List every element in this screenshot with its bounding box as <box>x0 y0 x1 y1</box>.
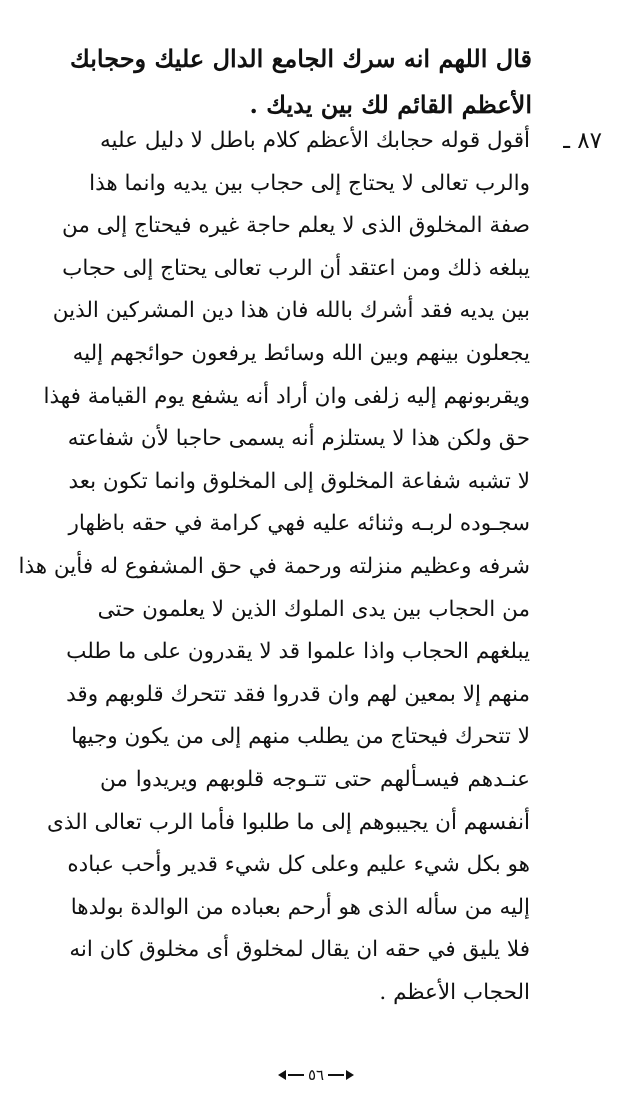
body-line: هو بكل شيء عليم وعلى كل شيء قدير وأحب عباده <box>67 852 530 878</box>
body-line: يجعلون بينهم وبين الله وسائط يرفعون حوائجهم إليه <box>72 340 530 366</box>
body-line: من الحجاب بين يدى الملوك الذين لا يعلمون حتى <box>97 596 530 622</box>
left-arrow-icon <box>278 1070 286 1080</box>
body-line: فلا يليق في حقه ان يقال لمخلوق أى مخلوق كان انه <box>69 937 530 963</box>
body-line: والرب تعالى لا يحتاج إلى حجاب بين يديه وانما هذا <box>89 170 530 196</box>
page-number-ornament <box>278 1066 354 1084</box>
body-line: يبلغه ذلك ومن اعتقد أن الرب تعالى يحتاج إلى حجاب <box>62 255 530 281</box>
page-footer <box>0 1065 632 1084</box>
body-line: صفة المخلوق الذى لا يعلم حاجة غيره فيحتاج إلى من <box>62 213 530 239</box>
heading-line: الأعظم القائم لك بين يديك . <box>249 90 532 119</box>
body-line: منهم إلا بمعين لهم وان قدروا فقد تتحرك قلوبهم وقد <box>66 681 530 707</box>
body-line: لا تشبه شفاعة المخلوق إلى المخلوق وانما تكون بعد <box>68 468 530 494</box>
dash-icon <box>288 1074 304 1076</box>
body-line: الحجاب الأعظم . <box>379 979 530 1005</box>
body-line: أقول قوله حجابك الأعظم كلام باطل لا دليل عليه <box>100 128 530 153</box>
body-line: أنفسهم أن يجيبوهم إلى ما طلبوا فأما الرب تعالى الذى <box>47 809 530 835</box>
quoted-heading <box>70 36 532 128</box>
dash-icon <box>328 1074 344 1076</box>
paragraph-body <box>18 120 530 1014</box>
heading-line: قال اللهم انه سرك الجامع الدال عليك وحجابك <box>70 44 532 73</box>
body-line: يبلغهم الحجاب واذا علموا قد لا يقدرون على ما طلب <box>66 639 530 665</box>
body-line: شرفه وعظيم منزلته ورحمة في حق المشفوع له فأين هذا <box>18 553 530 579</box>
body-line: عنـدهم فيسـألهم حتى تتـوجه قلوبهم ويريدوا من <box>100 766 530 792</box>
paragraph-number: ٨٧ ـ <box>563 128 602 154</box>
body-line: ويقربونهم إليه زلفى وان أراد أنه يشفع يوم القيامة فهذا <box>43 383 530 409</box>
body-line: إليه من سأله الذى هو أرحم بعباده من الوالدة بولدها <box>70 894 530 920</box>
body-line: حق ولكن هذا لا يستلزم أنه يسمى حاجبا لأن شفاعته <box>67 426 530 452</box>
body-line: لا تتحرك فيحتاج من يطلب منهم إلى من يكون وجيها <box>71 724 530 750</box>
page-number: ٥٦ <box>307 1066 325 1084</box>
body-line: سجـوده لربـه وثنائه عليه فهي كرامة في حقه باظهار <box>68 511 530 537</box>
right-arrow-icon <box>346 1070 354 1080</box>
body-line: بين يديه فقد أشرك بالله فان هذا دين المشركين الذين <box>52 298 530 324</box>
